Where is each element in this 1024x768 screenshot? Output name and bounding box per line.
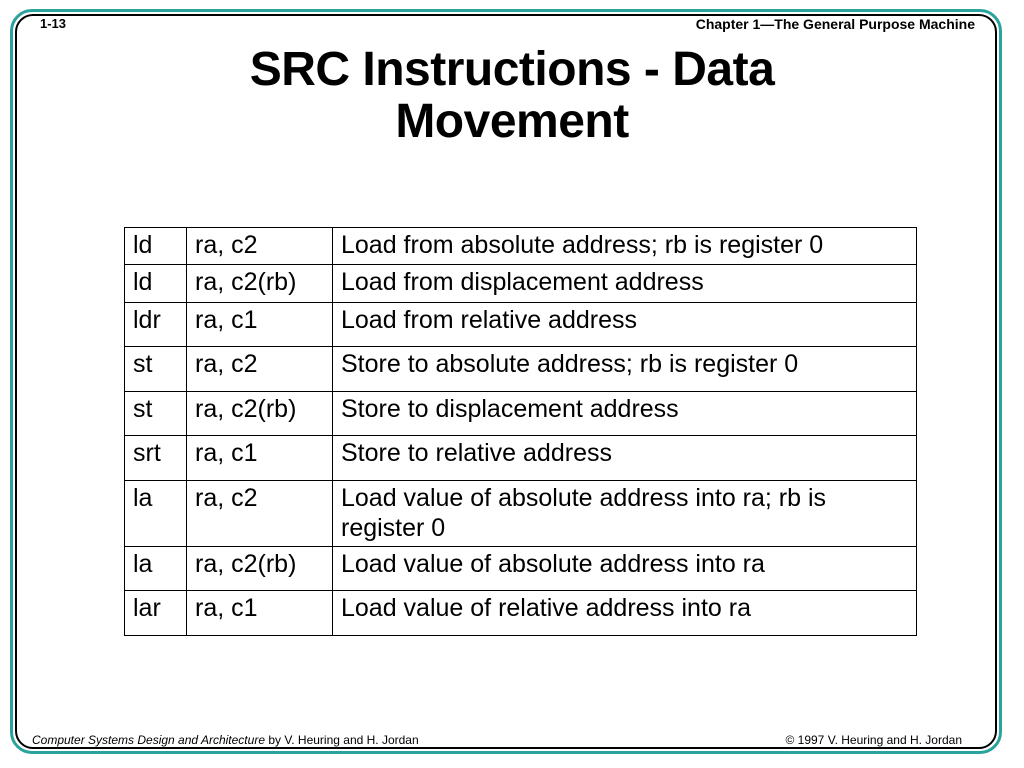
opcode-cell: ld [125,265,187,303]
operands-cell: ra, c2(rb) [187,547,333,591]
table-row [125,436,917,481]
description-cell: Store to relative address [333,436,917,481]
slide-title-line2: Movement [395,95,629,148]
instruction-table-body [125,228,917,636]
operands-cell: ra, c1 [187,591,333,636]
footer-authors: by V. Heuring and H. Jordan [265,733,419,747]
table-row [125,481,917,547]
operands-cell: ra, c2 [187,228,333,265]
opcode-cell: lar [125,591,187,636]
operands-cell: ra, c2 [187,347,333,392]
description-cell: Load value of relative address into ra [333,591,917,636]
table-row [125,347,917,392]
description-cell: Load from absolute address; rb is register 0 [333,228,917,265]
chapter-title: Chapter 1—The General Purpose Machine [695,16,975,32]
instruction-table [124,227,917,636]
description-cell: Load value of absolute address into ra; rb is register 0 [333,481,917,547]
table-row [125,303,917,347]
operands-cell: ra, c2 [187,481,333,547]
footer-book-title: Computer Systems Design and Architecture [32,733,265,747]
description-cell: Store to displacement address [333,392,917,436]
opcode-cell: srt [125,436,187,481]
opcode-cell: la [125,547,187,591]
slide-number: 1-13 [40,16,67,31]
slide-title [0,44,1024,148]
description-cell: Load value of absolute address into ra [333,547,917,591]
footer-copyright: © 1997 V. Heuring and H. Jordan [785,733,962,747]
opcode-cell: ldr [125,303,187,347]
operands-cell: ra, c2(rb) [187,265,333,303]
footer-citation [32,733,419,747]
description-cell: Load from relative address [333,303,917,347]
operands-cell: ra, c2(rb) [187,392,333,436]
table-row [125,228,917,265]
table-row [125,392,917,436]
opcode-cell: st [125,347,187,392]
table-row [125,547,917,591]
opcode-cell: la [125,481,187,547]
description-cell: Store to absolute address; rb is register 0 [333,347,917,392]
table-row [125,265,917,303]
operands-cell: ra, c1 [187,436,333,481]
operands-cell: ra, c1 [187,303,333,347]
opcode-cell: ld [125,228,187,265]
description-cell: Load from displacement address [333,265,917,303]
table-row [125,591,917,636]
opcode-cell: st [125,392,187,436]
slide-title-line1: SRC Instructions - Data [249,43,775,96]
